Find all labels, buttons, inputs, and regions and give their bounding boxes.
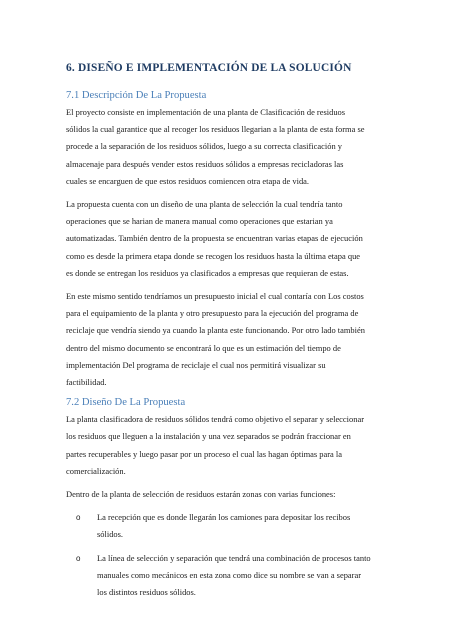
zones-list (66, 509, 404, 601)
text-line: implementación Del programa de reciclaje el cual nos permitirá visualizar su (66, 359, 326, 370)
text-line: reciclaje que vendría siendo ya cuando la planta este funcionando. Por otro lado también (66, 325, 365, 336)
text-line: Dentro de la planta de selección de residuos estarán zonas con varias funciones: (66, 489, 336, 500)
text-line: El proyecto consiste en implementación de una planta de Clasificación de residuos (66, 107, 346, 117)
text-line: procede a la separación de los residuos sólidos, luego a su correcta clasificación y (66, 141, 342, 152)
text-line: comercialización. (66, 465, 126, 476)
text-line: los distintos residuos sólidos. (97, 587, 196, 598)
subsection-heading-description: 7.1 Descripción De La Propuesta (66, 90, 207, 101)
subsection-heading-design: 7.2 Diseño De La Propuesta (66, 397, 186, 409)
paragraph (66, 486, 404, 503)
paragraph (66, 104, 404, 190)
text-line: cuales se encarguen de que estos residuos comiencen otra etapa de vida. (66, 175, 310, 186)
text-line: los residuos que lleguen a la instalación y una vez separados se podrán fraccionar en (66, 431, 351, 442)
text-line: manuales como mecánicos en esta zona como dice su nombre se van a separar (97, 569, 362, 580)
text-line: para el equipamiento de la planta y otro presupuesto para la ejecución del programa de (66, 308, 359, 319)
text-line: La recepción que es donde llegarán los camiones para depositar los recibos (97, 512, 351, 523)
text-line: factibilidad. (66, 377, 107, 388)
design-body (66, 411, 404, 503)
text-line: partes recuperables y luego pasar por un proceso el cual las hagan óptimas para la (66, 448, 342, 459)
text-line: operaciones que se harian de manera manual como operaciones que estarian ya (66, 216, 333, 227)
paragraph (66, 411, 404, 480)
section-heading: 6. DISEÑO E IMPLEMENTACIÓN DE LA SOLUCIÓN (66, 62, 352, 74)
list-item (66, 550, 404, 602)
text-line: La línea de selección y separación que tendrá una combinación de procesos tanto (97, 552, 371, 563)
paragraph (66, 288, 404, 391)
text-line: sólidos. (97, 529, 124, 540)
text-line: es donde se entregan los residuos ya clasificados a empresas que requieran de estas. (66, 267, 349, 278)
text-line: La propuesta cuenta con un diseño de una planta de selección la cual tendría tanto (66, 199, 343, 210)
text-line: dentro del mismo documento se encontrará lo que es un estimación del tiempo de (66, 342, 341, 353)
text-line: automatizadas. También dentro de la propuesta se encuentran varias etapas de ejecución (66, 233, 363, 244)
text-line: En este mismo sentido tendríamos un presupuesto inicial el cual contaría con Los costos (66, 291, 364, 302)
bullet-icon: o (76, 553, 81, 563)
text-line: La planta clasificadora de residuos sólidos tendrá como objetivo el separar y seleccionar (66, 414, 365, 425)
text-line: sólidos la cual garantice que al recoger los residuos llegarian a la planta de esta forma se (66, 124, 365, 135)
paragraph (66, 196, 404, 282)
bullet-icon: o (76, 513, 81, 523)
text-line: como es desde la primera etapa donde se recogen los residuos hasta la última etapa que (66, 250, 361, 261)
list-item (66, 509, 404, 543)
text-line: almacenaje para después vender estos residuos sólidos a empresas recicladoras las (66, 158, 344, 169)
description-body (66, 104, 404, 391)
